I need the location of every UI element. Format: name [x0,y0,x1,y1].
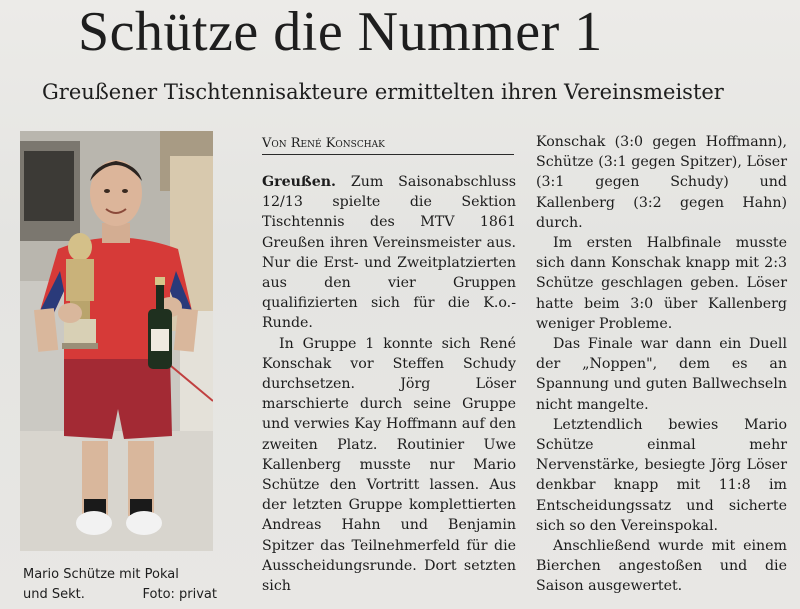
subheadline: Greußener Tischtennisakteure ermittelten ihren Vereinsmeister [42,80,724,104]
headline: Schütze die Nummer 1 [78,1,603,63]
article-paragraph: Das Finale war dann ein Duell der „Noppen", dem es an Spannung und guten Ballwechseln nicht mangelte. [536,336,787,413]
article-column-1 [262,172,516,596]
photo-caption [23,565,223,605]
article-paragraph: Im ersten Halbfinale musste sich dann Konschak knapp mit 2:3 Schütze geschlagen geben. Löser hatte beim 3:0 über Kallenberg weniger Probleme. [536,235,787,332]
caption-line-2 [23,585,217,605]
article-paragraph: In Gruppe 1 konnte sich René Konschak vor Steffen Schudy durchsetzen. Jörg Löser marschierte durch seine Gruppe und verwies Kay Hoffmann auf den zweiten Platz. Routinier Uwe Kallenberg musste nur Mario Schütze den Vortritt lassen. Aus der letzten Gruppe komplettierten Andreas Hahn und Benjamin Spitzer das Teilnehmerfeld für die Ausscheidungsrunde. Dort setzten sich [262,335,516,595]
caption-line-1: Mario Schütze mit Pokal [23,567,179,582]
article-paragraph: Anschließend wurde mit einem Bierchen angestoßen und die Saison ausgewertet. [536,538,787,595]
photo-credit: Foto: privat [142,587,217,602]
paragraph-text: Zum Saisonabschluss 12/13 spielte die Sektion Tischtennis des MTV 1861 Greußen ihren Vereinsmeister aus. Nur die Erst- und Zweitplatzierten aus den vier Gruppen qualifizierten sich für die K.o.-Runde. [262,174,517,332]
dateline: Greußen. [262,174,336,190]
article-paragraph: Letztendlich bewies Mario Schütze einmal mehr Nervenstärke, besiegte Jörg Löser denkbar knapp mit 11:8 im Entscheidungssatz und sicherte sich so den Vereinspokal. [536,416,787,534]
caption-text: und Sekt. [23,587,85,602]
article-paragraph [262,172,516,334]
byline: Von René Konschak [262,136,514,155]
article-column-2 [536,132,787,597]
article-paragraph: Konschak (3:0 gegen Hoffmann), Schütze (3:1 gegen Spitzer), Löser (3:1 gegen Schudy) und Kallenberg (3:2 gegen Hahn) durch. [536,134,787,231]
player-photo [20,131,213,551]
